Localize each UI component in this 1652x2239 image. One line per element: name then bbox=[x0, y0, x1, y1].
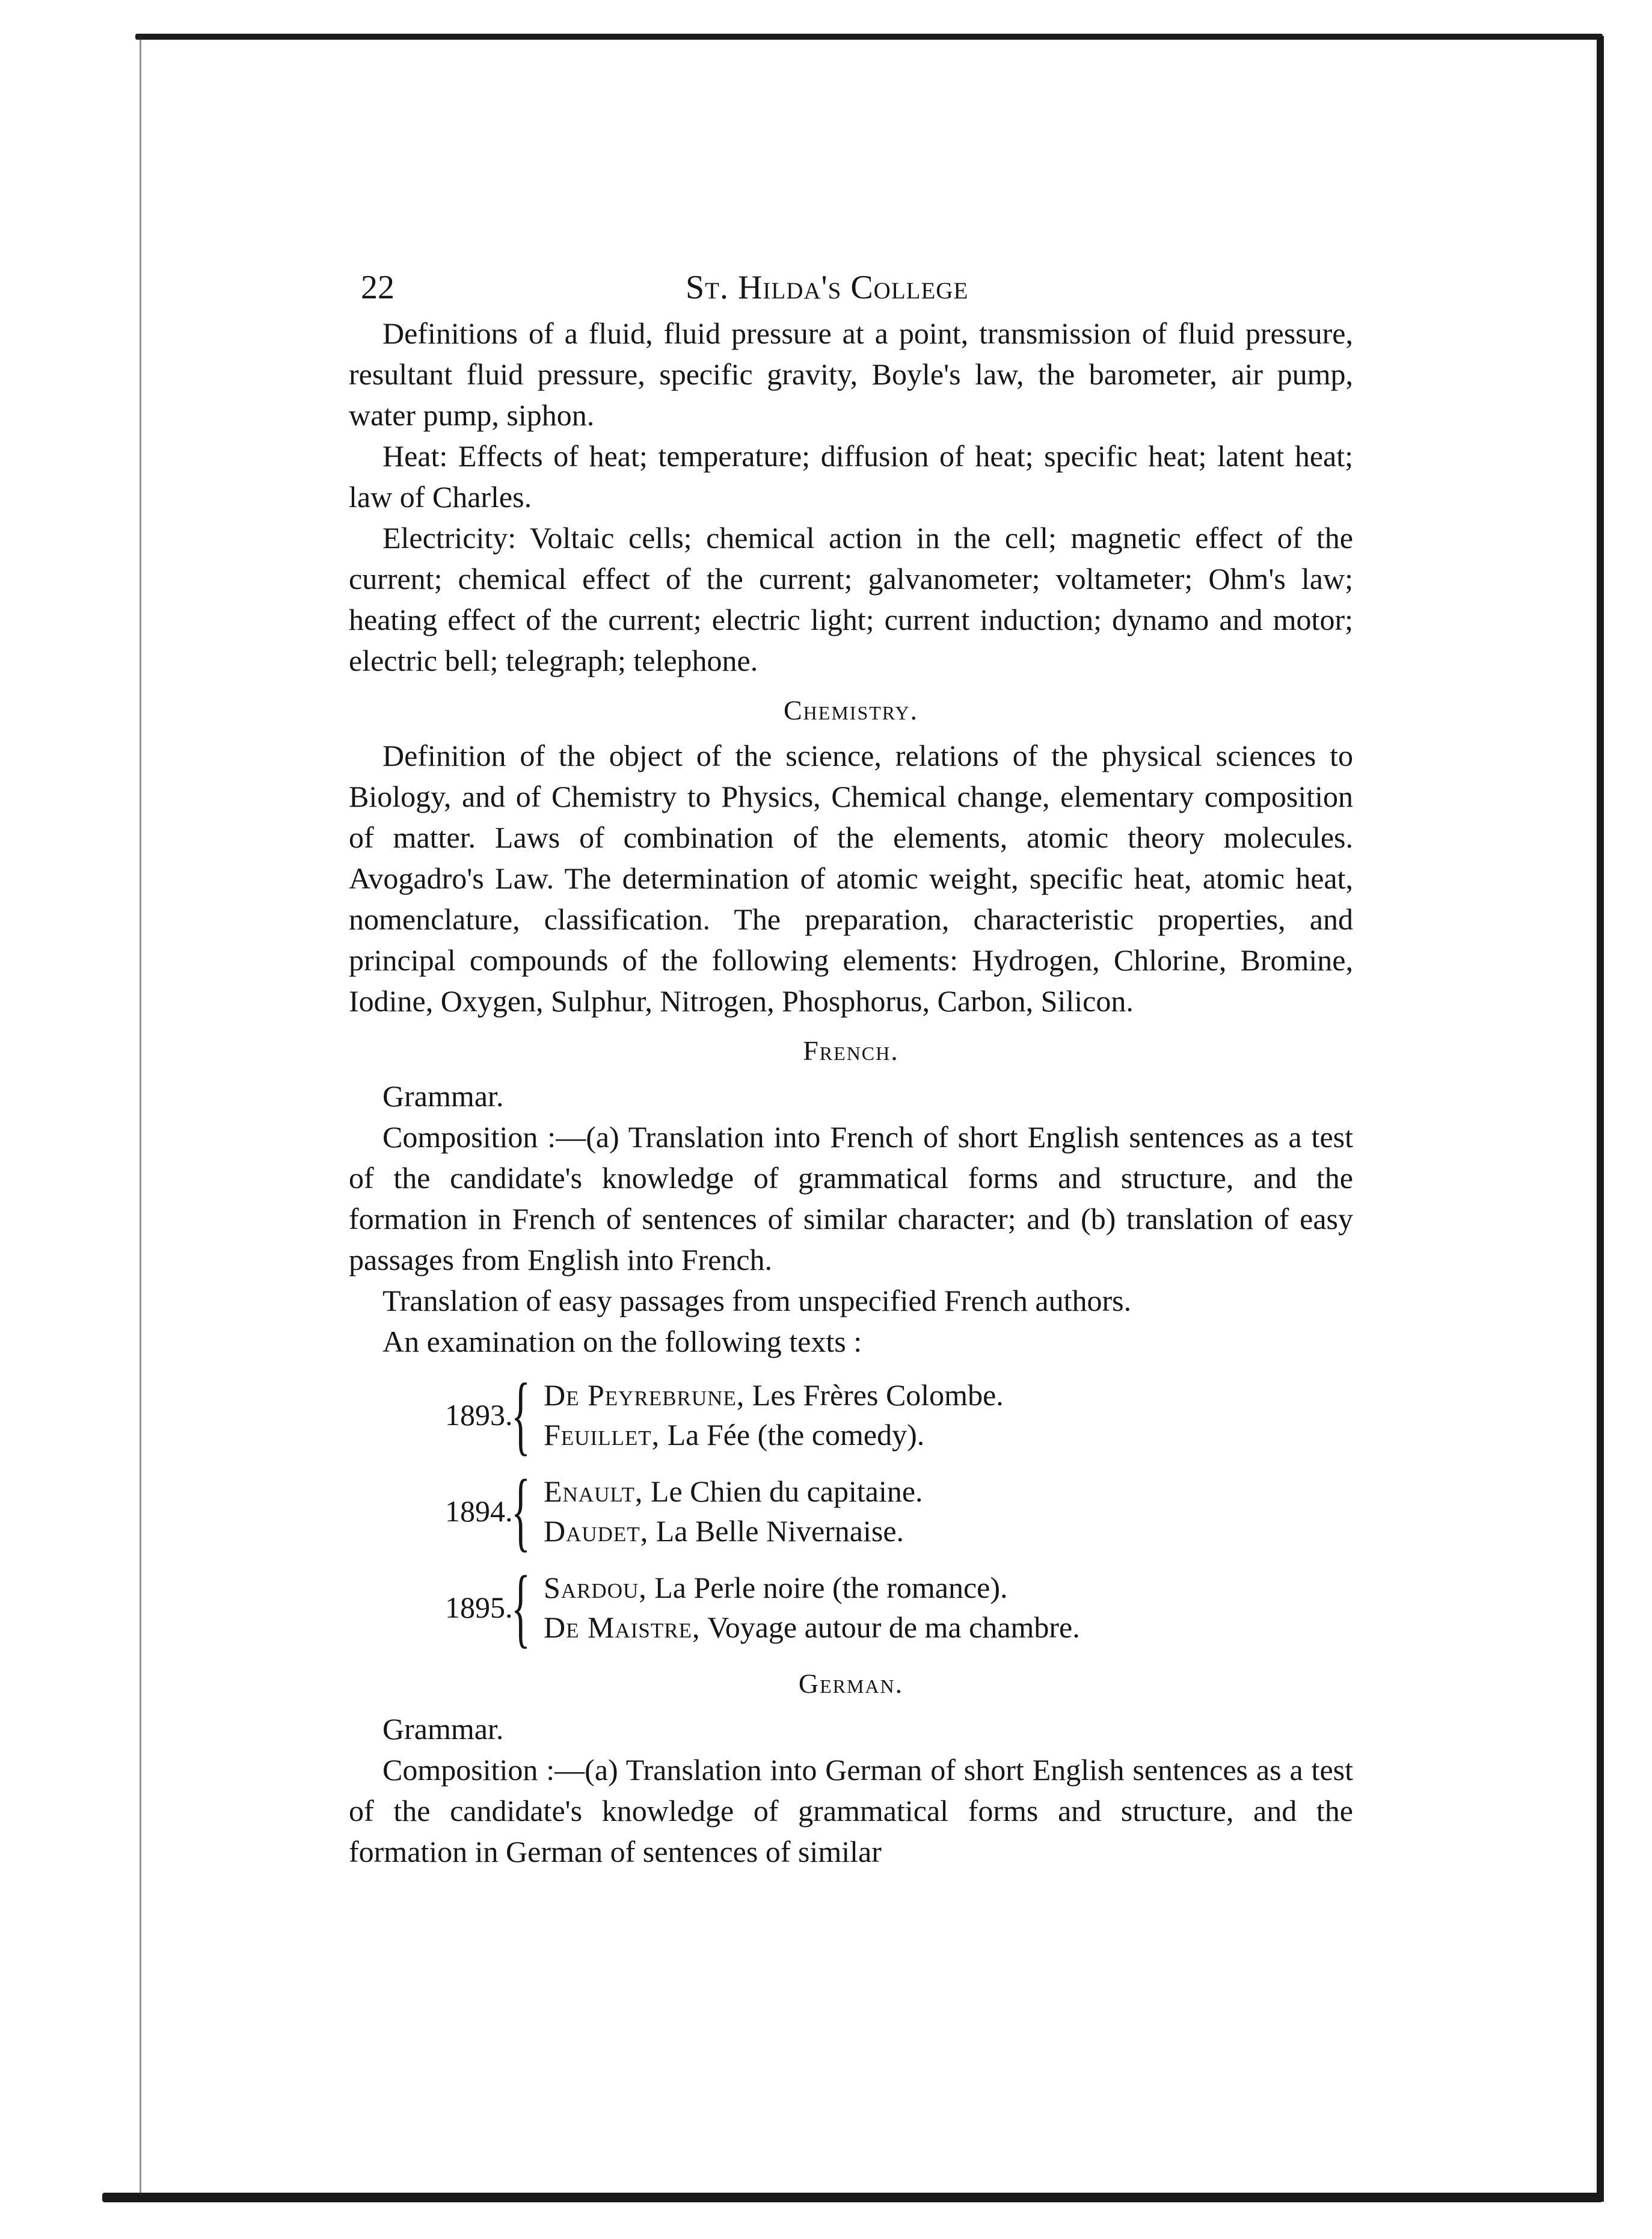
work: Voyage autour de ma chambre. bbox=[707, 1610, 1080, 1644]
german-composition: Composition :—(a) Translation into German of short English sentences as a test of the candidate's knowledge of grammatical forms and structure, and the formation in German of sentences of similar bbox=[349, 1753, 1353, 1868]
list-item bbox=[544, 1568, 1080, 1607]
french-grammar: Grammar. bbox=[382, 1079, 504, 1113]
work: La Perle noire (the romance). bbox=[654, 1571, 1008, 1604]
author: Enault, bbox=[544, 1474, 643, 1508]
brace-icon: { bbox=[511, 1462, 530, 1560]
year-label: 1894. bbox=[445, 1494, 513, 1528]
heat-paragraph: Heat: Effects of heat; temperature; diffusion of heat; specific heat; latent heat; law of Charles. bbox=[349, 439, 1353, 514]
author: De Peyrebrune, bbox=[544, 1378, 745, 1412]
entries bbox=[544, 1568, 1080, 1647]
page-number: 22 bbox=[361, 269, 395, 306]
page-border-top bbox=[135, 34, 1603, 40]
brace-icon: { bbox=[511, 1366, 530, 1464]
german-grammar: Grammar. bbox=[382, 1712, 504, 1746]
hydrostatics-paragraph: Definitions of a fluid, fluid pressure at a point, transmission of fluid pressure, resultant fluid pressure, specific gravity, Boyle's law, the barometer, air pump, water pump, siphon. bbox=[349, 316, 1353, 432]
year-group-1894 bbox=[445, 1462, 1353, 1560]
french-heading: French. bbox=[803, 1035, 899, 1066]
page-border-left bbox=[140, 36, 141, 2196]
year-group-1895 bbox=[445, 1558, 1353, 1657]
entries bbox=[544, 1375, 1004, 1455]
french-exam-intro: An examination on the following texts : bbox=[382, 1325, 862, 1358]
running-title: St. Hilda's College bbox=[686, 269, 969, 306]
year-group-1893 bbox=[445, 1366, 1353, 1464]
author: Daudet, bbox=[544, 1514, 649, 1548]
list-item bbox=[544, 1415, 1004, 1455]
page-border-right bbox=[1597, 36, 1604, 2202]
page-content bbox=[349, 259, 1353, 1872]
french-set-texts bbox=[349, 1366, 1353, 1657]
list-item bbox=[544, 1471, 923, 1511]
chemistry-paragraph: Definition of the object of the science, relations of the physical sciences to Biology, and of Chemistry to Physics, Chemical change, elementary composition of matter. Laws of combination of the elements, atomic theory molecules. Avogadro's Law. The determination of atomic weight, specific heat, atomic heat, nomenclature, classification. The preparation, characteristic properties, and principal compounds of the following elements: Hydrogen, Chlorine, Bromine, Iodine, Oxygen, Sulphur, Nitrogen, Phosphorus, Carbon, Silicon. bbox=[349, 739, 1353, 1018]
work: Les Frères Colombe. bbox=[752, 1378, 1004, 1412]
list-item bbox=[544, 1375, 1004, 1415]
author: Feuillet, bbox=[544, 1418, 660, 1452]
french-composition: Composition :—(a) Translation into French of short English sentences as a test of the candidate's knowledge of grammatical forms and structure, and the formation in French of sentences of similar character; and (b) translation of easy passages from English into French. bbox=[349, 1120, 1353, 1277]
year-label: 1893. bbox=[445, 1398, 513, 1432]
year-label: 1895. bbox=[445, 1591, 513, 1624]
author: De Maistre, bbox=[544, 1610, 701, 1644]
page-border-bottom bbox=[102, 2193, 1603, 2202]
work: La Belle Nivernaise. bbox=[656, 1514, 904, 1548]
french-translation: Translation of easy passages from unspecified French authors. bbox=[382, 1284, 1132, 1317]
work: Le Chien du capitaine. bbox=[650, 1474, 923, 1508]
work: La Fée (the comedy). bbox=[667, 1418, 925, 1452]
chemistry-heading: Chemistry. bbox=[784, 695, 918, 725]
brace-icon: { bbox=[511, 1558, 530, 1657]
author: Sardou, bbox=[544, 1571, 647, 1604]
german-heading: German. bbox=[798, 1668, 904, 1699]
list-item bbox=[544, 1511, 923, 1551]
running-header bbox=[349, 259, 1353, 313]
electricity-paragraph: Electricity: Voltaic cells; chemical action in the cell; magnetic effect of the current; chemical effect of the current; galvanometer; voltameter; Ohm's law; heating effect of the current; electric light; current induction; dynamo and motor; electric bell; telegraph; telephone. bbox=[349, 521, 1353, 677]
list-item bbox=[544, 1607, 1080, 1647]
entries bbox=[544, 1471, 923, 1551]
